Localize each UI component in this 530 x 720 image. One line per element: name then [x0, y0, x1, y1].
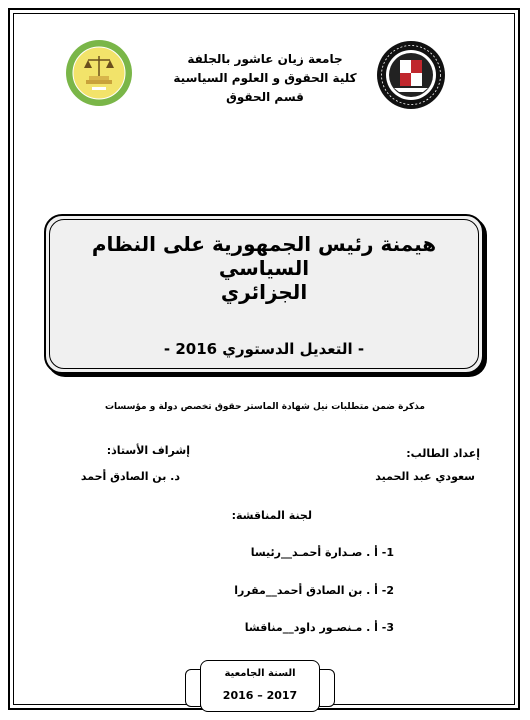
thesis-subtitle: - التعديل الدستوري 2016 -: [163, 340, 365, 358]
student-name: سعودي عبد الحميد: [375, 470, 475, 483]
university-name: جامعة زيان عاشور بالجلفة: [187, 52, 343, 66]
department-name: قسم الحقوق: [226, 90, 304, 104]
supervisor-name: د. بن الصادق أحمد: [80, 470, 180, 483]
committee-member: 2- أ . بن الصادق أحمد__مقررا: [234, 584, 394, 597]
faculty-logo: [64, 38, 134, 108]
institution-header: [130, 50, 400, 107]
committee-title: لجنة المناقشة:: [231, 509, 312, 522]
academic-year-label: السنة الجامعية: [224, 668, 296, 679]
committee-member: 3- أ . مـنصـور داود__مناقشا: [244, 621, 394, 634]
academic-year-value: 2016 – 2017: [222, 689, 298, 702]
student-label: إعداد الطالب:: [406, 447, 480, 460]
thesis-title-line2: الجزائري: [220, 280, 308, 304]
thesis-title-line1: هيمنة رئيس الجمهورية على النظام السياسي: [91, 232, 437, 280]
faculty-name: كلية الحقوق و العلوم السياسية: [173, 71, 357, 85]
committee-member: 1- أ . صـدارة أحمـد__رئيسا: [250, 546, 394, 559]
memo-statement: مذكرة ضمن متطلبات نيل شهادة الماستر حقوق تخصص دولة و مؤسسات: [104, 402, 425, 412]
supervisor-label: إشراف الأستاذ:: [106, 444, 190, 457]
